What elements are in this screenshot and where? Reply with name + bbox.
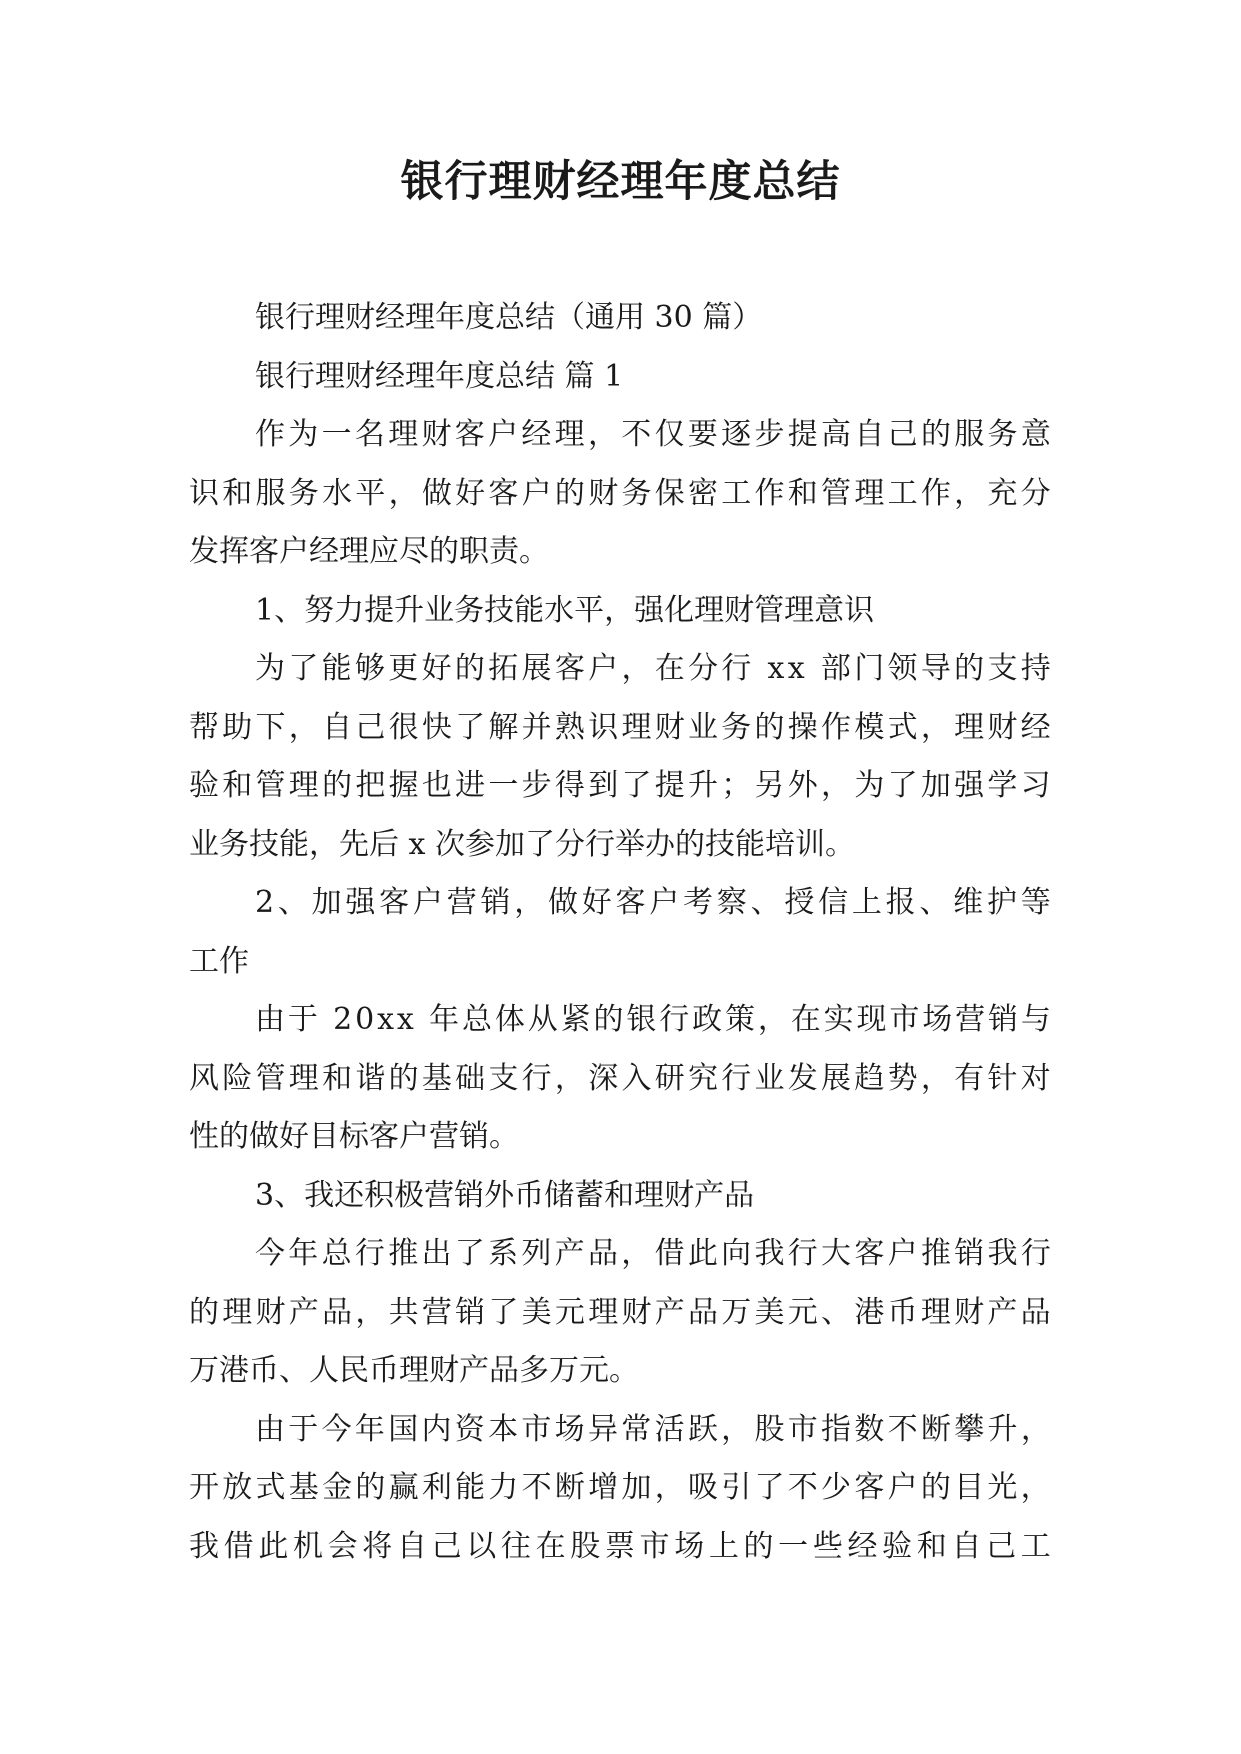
paragraph-line: 今 年 总 行 推 出 了 系 列 产 品 ， 借 此 向 我 行 大 客 户 推 销 我 行 [255, 1236, 1051, 1271]
paragraph-line: 万港币、人民币理财产品多万元。 [189, 1353, 639, 1388]
paragraph-line: 开 放 式 基 金 的 赢 利 能 力 不 断 增 加 ， 吸 引 了 不 少 客 户 的 目 光 ， [189, 1470, 1051, 1505]
paragraph-line: 的 理 财 产 品 ， 共 营 销 了 美 元 理 财 产 品 万 美 元 、 港 币 理 财 产 品 [189, 1294, 1051, 1330]
list-heading: 2 、 加 强 客 户 营 销 ， 做 好 客 户 考 察 、 授 信 上 报 、 维 护 等 [255, 885, 1051, 920]
paragraph-line: 验 和 管 理 的 把 握 也 进 一 步 得 到 了 提 升 ； 另 外 ， 为 了 加 强 学 习 [189, 768, 1051, 803]
paragraph-line: 由 于 2 0 x x 年 总 体 从 紧 的 银 行 政 策 ， 在 实 现 市 场 营 销 与 [255, 1002, 1051, 1037]
list-heading: 1、努力提升业务技能水平，强化理财管理意识 [255, 592, 875, 628]
paragraph-line: 发挥客户经理应尽的职责。 [189, 534, 549, 569]
list-heading: 3、我还积极营销外币储蓄和理财产品 [255, 1177, 755, 1213]
section-heading: 银行理财经理年度总结 篇 1 [255, 358, 624, 394]
paragraph-line: 由 于 今 年 国 内 资 本 市 场 异 常 活 跃 ， 股 市 指 数 不 断 攀 升 ， [255, 1411, 1051, 1447]
document-title: 银行理财经理年度总结 [400, 157, 841, 207]
paragraph-line: 性的做好目标客户营销。 [189, 1119, 519, 1154]
paragraph-line: 识 和 服 务 水 平 ， 做 好 客 户 的 财 务 保 密 工 作 和 管 理 工 作 ， 充 分 [189, 475, 1051, 511]
paragraph-line: 风 险 管 理 和 谐 的 基 础 支 行 ， 深 入 研 究 行 业 发 展 趋 势 ， 有 针 对 [189, 1060, 1051, 1096]
paragraph-line: 业务技能，先后 x 次参加了分行举办的技能培训。 [189, 826, 855, 862]
document-body [189, 289, 1051, 1576]
list-heading: 工作 [189, 943, 249, 979]
paragraph-line: 为 了 能 够 更 好 的 拓 展 客 户 ， 在 分 行 x x 部 门 领 导 的 支 持 [255, 651, 1051, 686]
paragraph-line: 我 借 此 机 会 将 自 己 以 往 在 股 票 市 场 上 的 一 些 经 验 和 自 己 工 [189, 1528, 1051, 1564]
paragraph-line: 作 为 一 名 理 财 客 户 经 理 ， 不 仅 要 逐 步 提 高 自 己 的 服 务 意 [255, 417, 1051, 452]
paragraph-line: 帮 助 下 ， 自 己 很 快 了 解 并 熟 识 理 财 业 务 的 操 作 模 式 ， 理 财 经 [189, 709, 1051, 745]
subtitle-line: 银行理财经理年度总结（通用 30 篇） [255, 300, 763, 335]
